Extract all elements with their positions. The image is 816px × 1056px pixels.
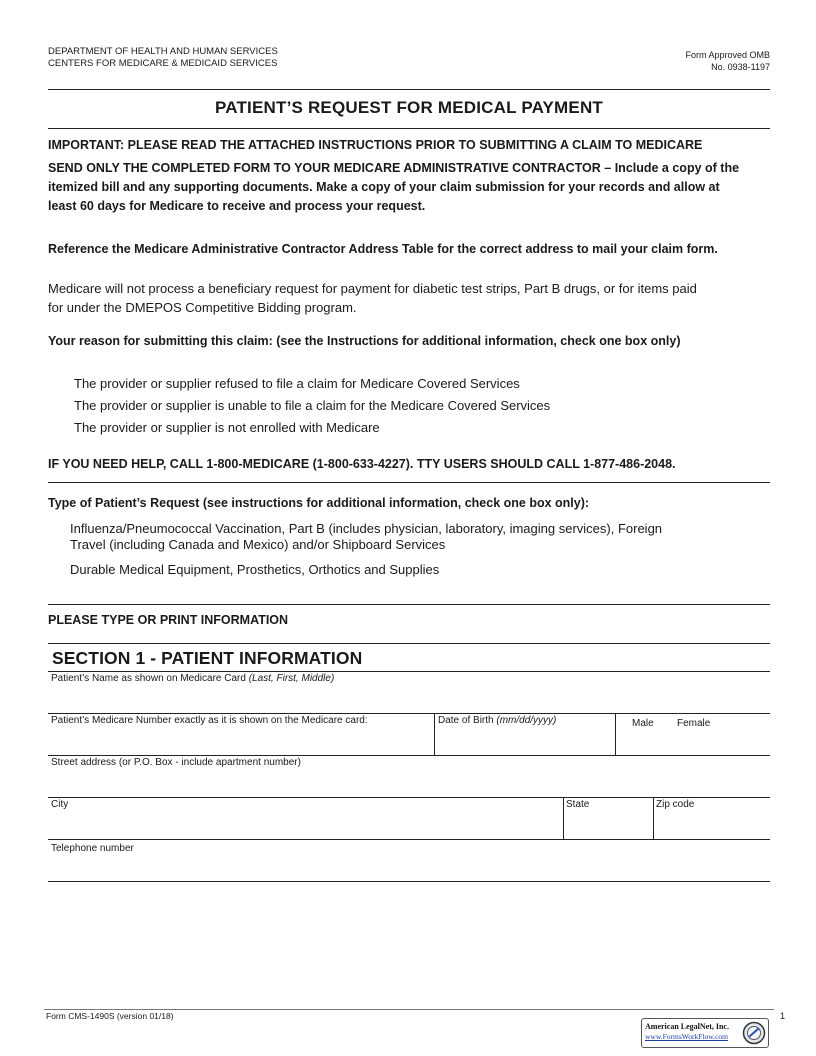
medicare-number-field[interactable] [48, 728, 434, 754]
globe-icon [742, 1021, 766, 1045]
divider [48, 881, 770, 882]
department-heading [48, 46, 278, 70]
american-legalnet-logo[interactable] [641, 1018, 769, 1048]
street-address-label: Street address (or P.O. Box - include apartment number) [51, 757, 301, 768]
not-process-notice [48, 279, 697, 317]
divider [48, 482, 770, 483]
field-divider [615, 713, 616, 755]
page-number: 1 [780, 1011, 786, 1021]
sex-option-female[interactable] [677, 718, 710, 730]
female-label: Female [677, 718, 711, 729]
request-type-heading: Type of Patient’s Request (see instructions for additional information, check one box only): [48, 496, 590, 510]
divider [48, 713, 770, 714]
city-label: City [51, 799, 69, 810]
street-address-field[interactable] [48, 770, 770, 796]
dob-field[interactable] [436, 728, 614, 754]
help-line: IF YOU NEED HELP, CALL 1-800-MEDICARE (1-800-633-4227). TTY USERS SHOULD CALL 1-877-486-2048. [48, 457, 676, 471]
request-option-dme[interactable] [70, 562, 439, 578]
dept-line-1: DEPARTMENT OF HEALTH AND HUMAN SERVICES [48, 46, 278, 57]
telephone-label: Telephone number [51, 843, 134, 854]
zip-field[interactable] [654, 812, 770, 838]
reference-notice: Reference the Medicare Administrative Contractor Address Table for the correct address to mail your claim form. [48, 242, 718, 256]
reason-option-not-enrolled[interactable] [74, 418, 380, 437]
field-divider [434, 713, 435, 755]
dept-line-2: CENTERS FOR MEDICARE & MEDICAID SERVICES [48, 58, 278, 69]
sex-option-male[interactable] [632, 718, 654, 730]
request-label: Durable Medical Equipment, Prosthetics, Orthotics and Supplies [70, 562, 440, 577]
reason-label: The provider or supplier is not enrolled with Medicare [74, 420, 380, 435]
section-1-title: SECTION 1 - PATIENT INFORMATION [52, 648, 363, 668]
dob-label [438, 715, 556, 727]
dob-label-text: Date of Birth [438, 715, 494, 726]
omb-line-1: Form Approved OMB [685, 50, 770, 60]
telephone-field[interactable] [48, 856, 770, 880]
reason-label: The provider or supplier refused to file a claim for Medicare Covered Services [74, 376, 520, 391]
form-id: Form CMS-1490S (version 01/18) [46, 1011, 174, 1021]
request-label: Travel (including Canada and Mexico) and/or Shipboard Services [70, 537, 446, 552]
male-label: Male [632, 718, 654, 729]
omb-line-2: No. 0938-1197 [711, 62, 770, 72]
reason-heading: Your reason for submitting this claim: (see the Instructions for additional information, check one box only) [48, 334, 681, 348]
state-label: State [566, 799, 590, 810]
footer-divider [44, 1009, 774, 1010]
send-only-line: least 60 days for Medicare to receive and process your request. [48, 199, 426, 213]
request-option-vaccination[interactable] [70, 521, 662, 553]
patient-name-label [51, 673, 334, 685]
name-label-text: Patient’s Name as shown on Medicare Card [51, 673, 246, 684]
request-label: Influenza/Pneumococcal Vaccination, Part B (includes physician, laboratory, imaging services), Foreign [70, 521, 663, 536]
please-type-notice: PLEASE TYPE OR PRINT INFORMATION [48, 613, 289, 627]
zip-label: Zip code [656, 799, 695, 810]
reason-option-unable[interactable] [74, 396, 550, 415]
send-only-notice [48, 159, 770, 216]
divider [48, 89, 770, 90]
reason-option-refused[interactable] [74, 374, 520, 393]
dob-label-hint: (mm/dd/yyyy) [496, 715, 557, 726]
divider [48, 755, 770, 756]
divider [48, 839, 770, 840]
patient-name-field[interactable] [48, 686, 770, 712]
state-field[interactable] [564, 812, 652, 838]
not-process-line: Medicare will not process a beneficiary request for payment for diabetic test strips, Part B drugs, or for items paid [48, 281, 697, 296]
not-process-line: for under the DMEPOS Competitive Bidding program. [48, 300, 357, 315]
city-field[interactable] [48, 812, 562, 838]
important-notice: IMPORTANT: PLEASE READ THE ATTACHED INSTRUCTIONS PRIOR TO SUBMITTING A CLAIM TO MEDICARE [48, 138, 703, 152]
divider [48, 797, 770, 798]
divider [48, 128, 770, 129]
send-only-line: itemized bill and any supporting documents. Make a copy of your claim submission for your records and allow at [48, 180, 720, 194]
form-title: PATIENT’S REQUEST FOR MEDICAL PAYMENT [214, 98, 604, 117]
send-only-line: SEND ONLY THE COMPLETED FORM TO YOUR MEDICARE ADMINISTRATIVE CONTRACTOR – Include a copy of the [48, 161, 740, 175]
reason-label: The provider or supplier is unable to file a claim for the Medicare Covered Services [74, 398, 551, 413]
divider [48, 671, 770, 672]
name-label-hint: (Last, First, Middle) [248, 673, 335, 684]
omb-approval [685, 49, 770, 73]
medicare-number-label: Patient’s Medicare Number exactly as it is shown on the Medicare card: [51, 715, 368, 726]
logo-url: www.FormsWorkFlow.com [645, 1032, 729, 1041]
logo-company: American LegalNet, Inc. [645, 1022, 729, 1031]
divider [48, 604, 770, 605]
divider [48, 643, 770, 644]
